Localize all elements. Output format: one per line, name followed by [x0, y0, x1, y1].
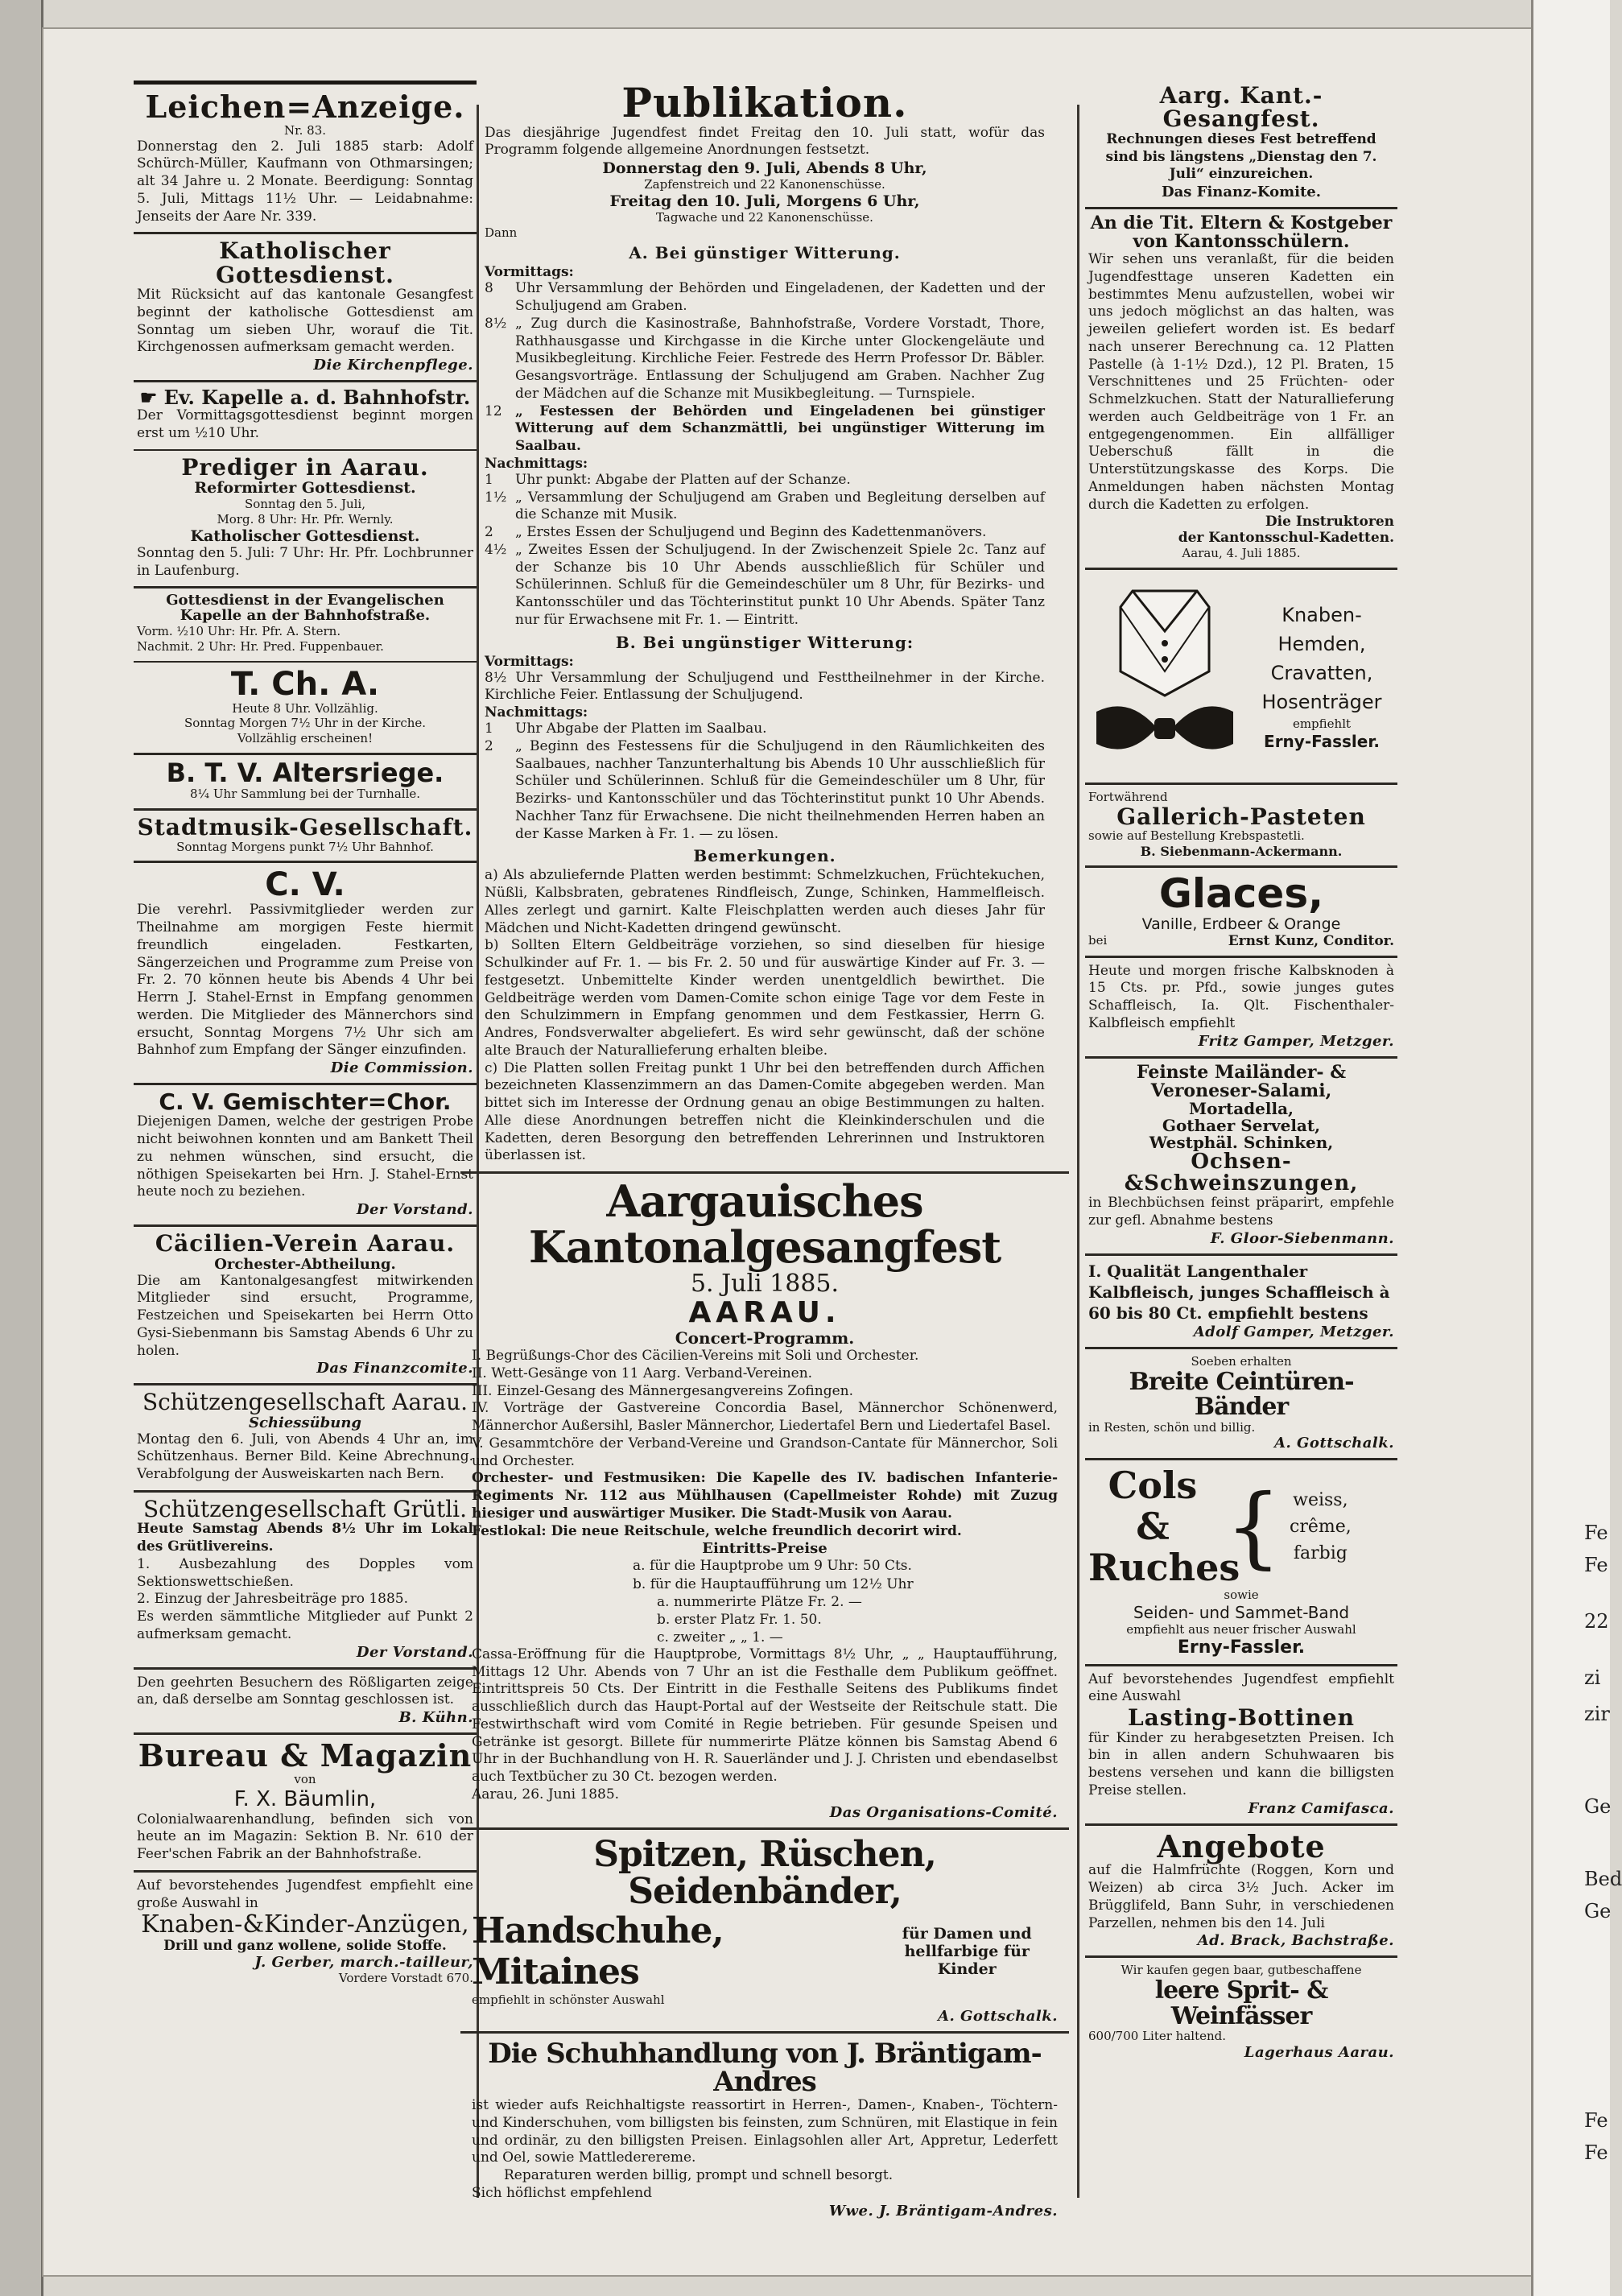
ad-signature: J. Gerber, march.-tailleur, [254, 1953, 473, 1971]
ad-line: crême, [1290, 1516, 1352, 1537]
ad-signature: Das Finanz-Komite. [1162, 184, 1321, 201]
ad-text: ist wieder aufs Reichhaltigste reassortirt in Herren-, Damen-, Knaben-, Töchtern- und Kinderschuhen, vom billigsten bis feinsten, zum Schnüren, mit Elastique in fein und ordinär, zu den billigsten Preisen. Einlagsohlen aller Art, Appretur, Lederfett und Oel, sowie Mattlederereme. [472, 2097, 1058, 2166]
time-label: Vormittags: [485, 264, 574, 281]
ad-text: Den geehrten Besuchern des Rößligarten zeige an, daß derselbe am Sonntag geschlossen ist. [137, 1674, 473, 1708]
program-line: V. Gesammtchöre der Verband-Vereine und Grandson-Cantate für Männerchor, Soli und Orchester. [472, 1435, 1058, 1469]
ad-text: sowie auf Bestellung Krebspastetli. [1088, 828, 1305, 844]
ad-title: Bureau & Magazin [138, 1737, 473, 1774]
program-item: 8½ „ Zug durch die Kasinostraße, Bahnhofstraße, Vordere Vorstadt, Thore, Rathhausgasse und Kirchgasse in die Kirche unter Glockengeläute und Musikbegleitung. Kirchliche Feier. Festrede des Herrn Professor Dr. Bäbler. Gesangsvorträge. Entlassung der Schuljugend am Graben. Nachher Zug der Mädchen auf die Schanze mit Musikbegleitung. — Turnspiele. [485, 315, 1045, 402]
ad-intro: Wir kaufen gegen baar, gutbeschaffene [1121, 1963, 1362, 1978]
eltern-ad [1085, 209, 1397, 570]
ad-signature: Die Commission. [330, 1059, 473, 1077]
ad-item: 1. Ausbezahlung des Dopples vom Sektionswettschießen. [137, 1555, 473, 1590]
publikation-title: Publikation. [621, 79, 908, 126]
ad-subtitle: Katholischer Gottesdienst. [190, 527, 420, 545]
gerber-ad [134, 1873, 477, 1992]
ad-line: empfiehlt [1292, 716, 1352, 731]
ad-line: Gothaer Servelat, [1162, 1115, 1321, 1135]
ad-subtitle: Orchester-Abtheilung. [214, 1255, 396, 1273]
program-item: 1 Uhr Abgabe der Platten im Saalbau. [485, 721, 767, 737]
baeumlin-ad [134, 1735, 477, 1873]
next-page-edge [1531, 0, 1610, 2296]
fest-city: AARAU. [688, 1296, 841, 1330]
ad-title: Breite Ceintüren-Bänder [1129, 1367, 1354, 1422]
roesli-ad [134, 1670, 477, 1736]
publikation-intro: Das diesjährige Jugendfest findet Freitag den 10. Juli statt, wofür das Programm folgende allgemeine Anordnungen festsetzt. [485, 124, 1045, 159]
ad-title: Glaces, [1158, 870, 1324, 918]
edge-fragment: 22 [1584, 1610, 1609, 1633]
fest-place-date: Aarau, 26. Juni 1885. [472, 1786, 620, 1803]
ad-signature: Adolf Gamper, Metzger. [1193, 1323, 1394, 1340]
edge-fragment: Fe [1584, 2141, 1608, 2164]
ad-text: Die am Kantonalgesangfest mitwirkenden Mitglieder sind ersucht, Programme, Festzeichen und Speisekarten bei Herrn Otto Gysi-Siebenmann bis Samstag Abends 6 Uhr zu holen. [137, 1272, 473, 1359]
program-item: 8 Uhr Versammlung der Behörden und Eingeladenen, der Kadetten und der Schuljugend am Graben. [485, 280, 1045, 314]
program-line: IV. Vorträge der Gastvereine Concordia Basel, Männerchor Schönenwerd, Männerchor Außersihl, Basler Männerchor, Liedertafel Bern und Liedertafel Basel. [472, 1400, 1058, 1435]
ad-number: Nr. 83. [283, 122, 327, 138]
dann-label: Dann [485, 225, 518, 240]
ad-title: Spitzen, Rüschen, Seidenbänder, [593, 1833, 936, 1912]
ad-line: Seiden- und Sammet-Band [1133, 1602, 1350, 1622]
ad-title: T. Ch. A. [230, 665, 380, 703]
edge-fragment: Fe [1584, 2109, 1608, 2132]
ad-intro: Auf bevorstehendes Jugendfest empfiehlt eine Auswahl [1088, 1670, 1394, 1705]
program-line: II. Wett-Gesänge von 11 Aarg. Verband-Vereinen. [472, 1365, 813, 1381]
faesser-ad [1085, 1958, 1397, 2067]
ad-signature: Franz Camifasca. [1248, 1799, 1394, 1817]
ad-signature: Ad. Brack, Bachstraße. [1197, 1932, 1394, 1950]
aarg-finanz-ad [1085, 79, 1397, 209]
program-item: 2 „ Erstes Essen der Schuljugend und Beginn des Kadettenmanövers. [485, 524, 987, 540]
time-label: Nachmittags: [485, 455, 588, 472]
ad-line: Ochsen-&Schweinszungen, [1124, 1149, 1359, 1196]
ad-item: Es werden sämmtliche Mitglieder auf Punkt 2 aufmerksam gemacht. [137, 1608, 473, 1642]
engl-kapelle [134, 588, 477, 662]
program-item: 12 „ Festessen der Behörden und Eingeladenen bei günstiger Witterung auf dem Schanzmättli, bei ungünstiger Witterung im Saalbau. [485, 403, 1045, 454]
ad-line: Hemden, [1277, 632, 1366, 655]
ad-text: Wir sehen uns veranlaßt, für die beiden Jugendfesttage unseren Kadetten ein bestimmtes Menu aufzustellen, wobei wir uns jedoch möglichst an das halten, was jeweilen geliefert worden ist. Es bedarf nach unserer Berechnung ca. 12 Platten Pastelle (à 1-1½ Dzd.), 12 Pl. Braten, 15 Verschnittenes und 25 Früchten- oder Schmelzkuchen. Statt der Naturallieferung werden auch Geldbeiträge von 1 Fr. an entgegengenommen. Ein allfälliger Ueberschuß fällt in die Unterstützungskasse des Korps. Die Anmeldungen haben nächsten Montag durch die Kadetten zu erfolgen. [1088, 251, 1394, 513]
ad-text: 600/700 Liter haltend. [1088, 2029, 1227, 2044]
ad-subtitle: Vanille, Erdbeer & Orange [1141, 915, 1341, 933]
remark: c) Die Platten sollen Freitag punkt 1 Uhr bei den betreffenden durch Affichen bezeichneten Klassenzimmern an das Damen-Comite abgegeben werden. Man bittet sich im Interesse der Ordnung genau an obige Bestimmungen zu halten. Alle diese Anordnungen betreffen nicht die Kleinkinderschulen und die Kadetten, deren Besorgung den betreffenden Lehrerinnen und Instruktoren überlassen ist. [485, 1059, 1045, 1164]
section-heading: A. Bei günstiger Witterung. [629, 243, 901, 263]
ad-name: F. X. Bäumlin, [233, 1786, 377, 1811]
ad-intro: Auf bevorstehendes Jugendfest empfiehlt eine große Auswahl in [137, 1877, 473, 1911]
program-line: III. Einzel-Gesang des Männergesangvereins Zofingen. [472, 1382, 854, 1399]
ad-place-date: Aarau, 4. Juli 1885. [1182, 546, 1301, 561]
ad-line: Heute 8 Uhr. Vollzählig. [232, 700, 378, 716]
glaces-ad [1085, 868, 1397, 958]
bottinen-ad [1085, 1666, 1397, 1826]
ad-title: Katholischer Gottesdienst. [216, 237, 394, 288]
ad-signature: Wwe. J. Bräntigam-Andres. [828, 2202, 1058, 2220]
ad-signature: F. Gloor-Siebenmann. [1210, 1229, 1394, 1247]
btv-ad [134, 755, 477, 811]
ev-kapelle [134, 382, 477, 451]
ad-text: Rechnungen dieses Fest betreffend sind bis längstens „Dienstag den 7. Juli“ einzureichen. [1105, 130, 1377, 183]
ad-line: 8¼ Uhr Sammlung bei der Turnhalle. [189, 787, 421, 802]
ad-text: Colonialwaarenhandlung, befinden sich von heute an im Magazin: Sektion B. Nr. 610 der Feer'schen Fabrik an der Bahnhofstraße. [137, 1811, 473, 1863]
ad-title: Handschuhe, Mitaines [472, 1910, 724, 1993]
binding-edge-left [0, 0, 43, 2296]
ad-line: weiss, [1293, 1489, 1348, 1510]
ad-line: farbig [1293, 1542, 1348, 1563]
ad-title: C. V. [265, 866, 345, 904]
price-line: c. zweiter „ „ 1. — [657, 1629, 783, 1646]
ad-signature: A. Gottschalk. [1274, 1435, 1394, 1452]
ad-text: Reparaturen werden billig, prompt und schnell besorgt. [504, 2167, 894, 2184]
ad-title: Feinste Mailänder- & Veroneser-Salami, [1136, 1061, 1347, 1101]
ad-text: I. Qualität Langenthaler Kalbfleisch, junges Schaffleisch à 60 bis 80 Ct. empfiehlt bestens [1088, 1261, 1390, 1323]
festlokal-line: Festlokal: Die neue Reitschule, welche freundlich decorirt wird. [472, 1522, 962, 1539]
ad-signature: B. Siebenmann-Ackermann. [1140, 844, 1343, 860]
ad-title: Knaben-&Kinder-Anzügen, [141, 1910, 469, 1939]
edge-fragment: Bed [1584, 1868, 1622, 1890]
fest-title: Aargauisches Kantonalgesangfest [528, 1175, 1001, 1273]
ad-title: Stadtmusik-Gesellschaft. [137, 814, 473, 841]
edge-fragment: Ge [1584, 1900, 1612, 1922]
ad-text: empfiehlt aus neuer frischer Auswahl [1126, 1621, 1356, 1637]
ad-signature: B. Kühn. [398, 1709, 473, 1727]
day-line: Zapfenstreich und 22 Kanonenschüsse. [644, 177, 885, 192]
ad-signature: Ernst Kunz, Conditor. [1228, 932, 1394, 949]
price-line: b. erster Platz Fr. 1. 50. [657, 1611, 822, 1628]
edge-fragment: Fe [1584, 1554, 1608, 1576]
schuetzen-ad [134, 1385, 477, 1493]
ad-signature: Erny-Fassler. [1264, 731, 1380, 751]
ad-line: Mortadella, [1188, 1098, 1294, 1118]
section-heading: Bemerkungen. [693, 846, 836, 866]
ad-bei: bei [1088, 932, 1108, 948]
ad-line: Knaben- [1282, 603, 1362, 626]
column-rule [1077, 105, 1079, 2198]
ad-title: C. V. Gemischter=Chor. [159, 1088, 452, 1116]
program-item: 2 „ Beginn des Festessens für die Schuljugend in den Räumlichkeiten des Saalbaues, nachher Tanzunterhaltung bis Abends 10 Uhr ausschließlich für Schüler und Schülerinnen. Schluß für die Gemeindeschüler um 8 Uhr, für Bezirks- und Kantonsschüler und das Töchterinstitut punkt 10 Uhr Abends. Nachher Tanz für Erwachsene. Die nicht theilnehmenden Herren haben an der Kasse Marken à Fr. 1. — zu lösen. [485, 737, 1045, 842]
ad-line: sowie [1224, 1588, 1259, 1603]
ad-title: An die Tit. Eltern & Kostgeber von Kantonsschülern. [1090, 213, 1393, 253]
kantonalgesangfest-ad [460, 1174, 1069, 1830]
ad-text: Donnerstag den 2. Juli 1885 starb: Adolf Schürch-Müller, Kaufmann von Othmarsingen; alt 34 Jahre u. 2 Monate. Beerdigung: Sonntag 5. Juli, Mittags 11½ Uhr. — Leidabnahme: Jenseits der Aare Nr. 339. [137, 138, 473, 225]
salami-ad [1085, 1059, 1397, 1256]
fest-program-title: Concert-Programm. [675, 1328, 855, 1348]
ad-text: Mit Rücksicht auf das kantonale Gesangfest beginnt der katholische Gottesdienst am Sonntag um sieben Uhr, worauf die Tit. Kirchgenossen aufmerksam gemacht werden. [137, 287, 473, 356]
ad-signature: der Kantonsschul-Kadetten. [1178, 530, 1394, 547]
fest-date: 5. Juli 1885. [690, 1270, 840, 1299]
ad-text: Die verehrl. Passivmitglieder werden zur Theilnahme am morgigen Feste hiermit freundlich eingeladen. Festkarten, Sängerzeichen und Programme zum Preise von Fr. 2. 70 können heute bis Abends 4 Uhr bei Herrn J. Stahel-Ernst in Empfang genommen werden. Die Mitglieder des Männerchors sind ersucht, Sonntag Morgens 7½ Uhr sich am Bahnhof zum Empfang der Sänger einzufinden. [137, 902, 473, 1059]
langenthal-ad [1085, 1256, 1397, 1349]
ad-subtitle: Schiessübung [248, 1414, 362, 1431]
ad-line: Vorm. ½10 Uhr: Hr. Pfr. A. Stern. [137, 624, 341, 639]
ad-line: Sonntag den 5. Juli: 7 Uhr: Hr. Pfr. Lochbrunner in Laufenburg. [137, 544, 473, 579]
brace-icon: { [1225, 1475, 1282, 1579]
ad-line: Cravatten, [1270, 661, 1373, 684]
ad-text: Montag den 6. Juli, von Abends 4 Uhr an, im Schützenhaus. Berner Bild. Keine Abrechnung. Verabfolgung der Ausweiskarten nach Bern. [137, 1431, 473, 1483]
pointing-hand-icon: ☛ [139, 386, 158, 410]
ad-line: Nachmit. 2 Uhr: Hr. Pred. Fuppenbauer. [137, 638, 384, 654]
cv-chor-ad [134, 1085, 477, 1227]
ad-signature: Erny-Fassler. [1177, 1637, 1306, 1658]
ad-line: Sonntag Morgen 7½ Uhr in der Kirche. [184, 716, 427, 731]
ad-line: Westphäl. Schinken, [1149, 1132, 1334, 1152]
ad-title: Cäcilien-Verein Aarau. [155, 1230, 456, 1257]
katholischer-gottesdienst [134, 234, 477, 382]
ad-title: Leichen=Anzeige. [145, 89, 465, 125]
program-item: 1 Uhr punkt: Abgabe der Platten auf der Schanze. [485, 471, 851, 488]
ad-subtitle: für Damen und hellfarbige für Kinder [902, 1925, 1032, 1979]
middle-column [460, 79, 1069, 2236]
cv-ad [134, 863, 477, 1085]
ceinturen-ad [1085, 1349, 1397, 1461]
leichen-anzeige [134, 86, 477, 234]
ad-item: 2. Einzug der Jahresbeiträge pro 1885. [137, 1591, 409, 1608]
left-column [134, 79, 477, 2236]
gallerich-ad [1085, 785, 1397, 868]
ad-title: B. T. V. Altersriege. [166, 757, 444, 788]
program-item: 8½ Uhr Versammlung der Schuljugend und Festtheilnehmer in der Kirche. Kirchliche Feier. Entlassung der Schuljugend. [485, 669, 1045, 704]
caecilien-ad [134, 1227, 477, 1385]
cols-ruches-ad [1085, 1460, 1397, 1666]
ad-address: Vordere Vorstadt 670. [338, 1970, 473, 1985]
ad-line: Sonntag den 5. Juli, [245, 497, 365, 512]
ad-subtitle: Drill und ganz wollene, solide Stoffe. [163, 1937, 447, 1954]
ad-text: Heute Samstag Abends 8½ Uhr im Lokal des Grütlivereins. [137, 1521, 473, 1555]
ad-text: Heute und morgen frische Kalbsknoden à 15 Cts. pr. Pfd., sowie junges gutes Schaffleisch, Ia. Qlt. Fischenthaler-Kalbfleisch empfiehlt [1088, 962, 1394, 1031]
ad-title: Angebote [1157, 1827, 1326, 1864]
price-line: b. für die Hauptaufführung um 12½ Uhr [633, 1575, 914, 1592]
ad-signature: Das Finanzcomite. [316, 1360, 473, 1377]
stadtmusik-ad [134, 811, 477, 863]
ad-title: Schützengesellschaft Grütli. [142, 1495, 468, 1522]
ad-signature: Der Vorstand. [356, 1643, 473, 1661]
day-line: Donnerstag den 9. Juli, Abends 8 Uhr, [602, 159, 927, 177]
day-line: Tagwache und 22 Kanonenschüsse. [656, 209, 873, 225]
publikation [460, 79, 1069, 1174]
price-list [472, 1557, 1058, 1646]
ad-text: für Kinder zu herabgesetzten Preisen. Ich bin in allen andern Schuhwaaren bis bestens versehen und kann die billigsten Preise stellen. [1088, 1729, 1394, 1798]
ad-pre: Fortwährend [1088, 790, 1168, 805]
program-item: 1½ „ Versammlung der Schuljugend am Graben und Begleitung derselben auf die Schanze mit Musik. [485, 489, 1045, 523]
ad-title: Gottesdienst in der Evangelischen Kapelle an der Bahnhofstraße. [166, 592, 444, 625]
ad-title: Aarg. Kant.-Gesangfest. [1159, 82, 1323, 133]
day-line: Freitag den 10. Juli, Morgens 6 Uhr, [609, 192, 920, 210]
time-label: Nachmittags: [485, 704, 588, 721]
time-label: Vormittags: [485, 653, 574, 670]
edge-fragment: zir [1584, 1703, 1610, 1725]
edge-fragment: zi [1584, 1666, 1601, 1689]
program-line: I. Begrüßungs-Chor des Cäcilien-Vereins mit Soli und Orchester. [472, 1348, 919, 1365]
ad-von: von [294, 1771, 316, 1786]
ad-signature: Die Kirchenpflege. [313, 357, 473, 374]
ad-signature: Der Vorstand. [356, 1201, 473, 1219]
ad-line: Cols [1108, 1464, 1198, 1508]
ad-title: Ev. Kapelle a. d. Bahnhofstr. [163, 386, 471, 410]
ad-line: Ruches [1088, 1545, 1240, 1589]
ad-text: in Blechbüchsen feinst präparirt, empfehle zur gefl. Abnahme bestens [1088, 1195, 1394, 1229]
ad-title: Gallerich-Pasteten [1116, 803, 1366, 830]
top-rule [134, 81, 477, 85]
ad-line: Morg. 8 Uhr: Hr. Pfr. Wernly. [217, 512, 394, 527]
prediger-aarau [134, 451, 477, 588]
orchester-line: Orchester- und Festmusiken: Die Kapelle des IV. badischen Infanterie-Regiments Nr. 112 aus Mühlhausen (Capellmeister Rohde) mit Zuzug hiesiger und auswärtiger Musiker. Die Stadt-Musik von Aarau. [472, 1470, 1058, 1522]
ad-text: auf die Halmfrüchte (Roggen, Korn und Weizen) ab circa 3½ Juch. Acker im Brügglifeld, Bann Suhr, in verschiedenen Parzellen, nehmen bis den 14. Juli [1088, 1862, 1394, 1931]
ad-signature: Lagerhaus Aarau. [1244, 2043, 1394, 2061]
section-heading: B. Bei ungünstiger Witterung: [615, 632, 914, 652]
spitzen-ad [460, 1830, 1069, 2034]
ad-line: Vollzählig erscheinen! [237, 731, 374, 746]
ad-line: Hosenträger [1261, 690, 1382, 713]
ad-subtitle: Reformirter Gottesdienst. [194, 479, 416, 498]
ad-text: in Resten, schön und billig. [1088, 1419, 1256, 1435]
ad-title: Prediger in Aarau. [181, 453, 429, 481]
angebote-ad [1085, 1826, 1397, 1959]
preise-title: Eintritts-Preise [702, 1540, 828, 1558]
edge-fragment: Ge [1584, 1795, 1612, 1818]
gamper-ad [1085, 958, 1397, 1059]
right-column [1085, 79, 1397, 2236]
ad-text: Der Vormittagsgottesdienst beginnt morgen erst um ½10 Uhr. [137, 407, 473, 442]
ad-signature: Die Instruktoren [1265, 514, 1394, 531]
ad-title: Lasting-Bottinen [1127, 1704, 1356, 1732]
edge-fragment: Fe [1584, 1522, 1608, 1544]
ad-signature: Fritz Gamper, Metzger. [1198, 1032, 1394, 1050]
shirt-collar-bowtie-icon [1088, 575, 1241, 776]
ad-text: empfiehlt in schönster Auswahl [472, 1992, 665, 2008]
ad-pre: Soeben erhalten [1191, 1353, 1292, 1369]
gruetli-ad [134, 1493, 477, 1670]
ad-line: & [1136, 1504, 1170, 1548]
erny-hemden-ad [1085, 570, 1397, 785]
price-line: a. nummerirte Plätze Fr. 2. — [657, 1593, 862, 1610]
ad-title: leere Sprit- & Weinfässer [1154, 1976, 1328, 2030]
ad-text: Sich höflichst empfehlend [472, 2184, 653, 2201]
price-line: a. für die Hauptprobe um 9 Uhr: 50 Cts. [633, 1558, 912, 1575]
program-item: 4½ „ Zweites Essen der Schuljugend. In der Zwischenzeit Spiele 2c. Tanz auf der Schanze bis 10 Uhr Abends ausschließlich für Schüler und Schülerinnen. Schluß für die Gemeindeschüler um 8 Uhr, für Bezirks- und Kantonsschüler und das Töchterinstitut punkt 10 Uhr Abends. Später Tanz nur für Erwachsene mit Fr. 1. — Eintritt. [485, 541, 1045, 628]
kassa-text: Cassa-Eröffnung für die Hauptprobe, Vormittags 8½ Uhr, „ „ Hauptaufführung, Mittags 12 Uhr. Abends von 7 Uhr an ist die Festhalle dem Publikum geöffnet. Eintrittspreis 50 Cts. Der Eintritt in die Festhalle Seitens des Publikums findet ausschließlich durch das Haupt-Portal auf der Westseite der Reitschule statt. Die Festwirthschaft wird vom Comité in Regie betrieben. Für gesunde Speisen und Getränke ist gesorgt. Billete für nummerirte Plätze können bis Samstag Abend 6 Uhr in der Buchhandlung von H. R. Sauerländer und J. J. Christen und ebendaselbst auch Textbücher zu 30 Ct. bezogen werden. [472, 1646, 1058, 1786]
tcha-ad [134, 663, 477, 755]
ad-line: Sonntag Morgens punkt 7½ Uhr Bahnhof. [176, 839, 434, 854]
schuhhandlung-ad [460, 2034, 1069, 2226]
ad-signature: A. Gottschalk. [938, 2007, 1058, 2025]
ad-text: Diejenigen Damen, welche der gestrigen Probe nicht beiwohnen konnten und am Bankett Theil zu nehmen wünschen, sind ersucht, die nöthigen Speisekarten bei Hrn. J. Stahel-Ernst heute noch zu beziehen. [137, 1113, 473, 1200]
ad-signature: Das Organisations-Comité. [829, 1803, 1058, 1821]
ad-title: Schützengesellschaft Aarau. [142, 1389, 468, 1416]
remark: a) Als abzuliefernde Platten werden bestimmt: Schmelzkuchen, Früchtekuchen, Nüßli, Kalbsbraten, gebratenes Rindfleisch, Zunge, Schinken, Hammelfleisch. Alles zerlegt und garnirt. Kalte Fleischplatten werden auch dieses Jahr für Mädchen und Nicht-Kadetten dringend gewünscht. [485, 867, 1045, 936]
remark: b) Sollten Eltern Geldbeiträge vorziehen, so sind dieselben für hiesige Schulkinder auf Fr. 1. — bis Fr. 2. 50 und für auswärtige Kinder auf Fr. 3. — festgesetzt. Unbemittelte Kinder werden unentgeldlich bewirthet. Die Geldbeiträge werden vom Damen-Comite schon einige Tage vor dem Feste in den Schulzimmern in Empfang genommen und dem Festkassier, Herrn G. Andres, Fondsverwalter abgeliefert. Es wird sehr gewünscht, daß der schöne alte Brauch der Naturallieferung erhalten bleibe. [485, 937, 1045, 1059]
ad-title: Die Schuhhandlung von J. Bräntigam-Andres [488, 2037, 1042, 2099]
